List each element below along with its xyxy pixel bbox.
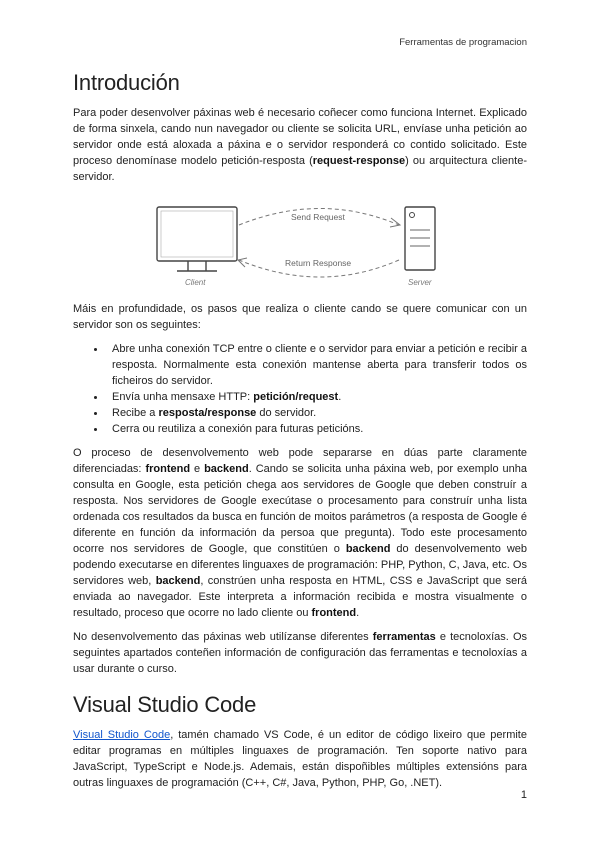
intro-paragraph-2: Máis en profundidade, os pasos que realiza o cliente cando se quere comunicar con un servidor son os seguintes: <box>73 303 527 331</box>
list-item: • Abre unha conexión TCP entre o cliente e o servidor para enviar a petición e recibir a resposta. Normalmente esta conexión mantense aberta para transferir todos os ficheiros do servidor. <box>106 341 527 389</box>
section-title-vscode: Visual Studio Code <box>73 692 257 717</box>
vscode-paragraph: Visual Studio Code, tamén chamado VS Code, é un editor de código lixeiro que permite editar programas en múltiples linguaxes de programación. Ten soporte nativo para JavaScript, TypeScript e Node.js. Ademais, están dispoñibles múltiples extensións para outras linguaxes de programación (C++, C#, Java, Python, PHP, Go, .NET). <box>73 729 527 789</box>
list-item: • Recibe a resposta/response do servidor. <box>106 405 527 421</box>
vscode-link[interactable]: Visual Studio Code <box>73 729 171 741</box>
intro-paragraph-1: Para poder desenvolver páxinas web é necesario coñecer como funciona Internet. Explicado de forma sinxela, cando nun navegador ou cliente se solicita URL, envíase unha petición ao servidor onde está aloxada a páxina e o servidor responderá co contido solicitado. Este proceso denomínase modelo petición-resposta (request-response) ou arquitectura cliente-servidor. <box>73 107 527 183</box>
send-request-label: Send Request <box>291 212 345 222</box>
list-item: • Cerra ou reutiliza a conexión para futuras peticións. <box>106 421 527 437</box>
intro-paragraph-3: O proceso de desenvolvemento web pode separarse en dúas parte claramente diferenciadas: frontend e backend. Cando se solicita unha páxina web, por exemplo unha consulta en Google, esta petición chega aos servidores de Google que deben construír a resposta. Nos servidores de Google execútase o procesamento para construír unha lista ordenada cos resultados da busca en función de moitos parámetros (a resposta de Google é diferente en función da información da persoa que pregunta). Todo este procesamento ocorre nos servidores de Google, que constitúen o backend do desenvolvemento web podendo executarse en diferentes linguaxes de programación: PHP, Python, C, Java, etc. Os servidores web, backend, constrúen unha resposta en HTML, CSS e JavaScript que será enviada ao navegador. Este interpreta a información recibida e mostra visualmente o resultado, proceso que ocorre no lado cliente ou frontend. <box>73 447 528 619</box>
page-content <box>73 70 527 791</box>
server-icon <box>405 207 435 270</box>
monitor-icon <box>157 207 237 271</box>
intro-paragraph-4: No desenvolvemento das páxinas web utilízanse diferentes ferramentas e tecnoloxías. Os seguintes apartados conteñen información de configuración das ferramentas e tecnoloxías a usar durante o curso. <box>73 631 527 675</box>
server-label: Server <box>408 278 432 287</box>
section-title-intro: Introdución <box>73 70 180 95</box>
steps-list <box>73 341 527 437</box>
list-item: • Envía unha mensaxe HTTP: petición/request. <box>106 389 527 405</box>
diagram-svg <box>73 204 527 288</box>
client-label: Client <box>185 278 206 287</box>
client-server-diagram <box>73 204 527 288</box>
running-header: Ferramentas de programacion <box>399 37 527 48</box>
page-number: 1 <box>520 789 527 801</box>
return-response-label: Return Response <box>285 258 352 268</box>
